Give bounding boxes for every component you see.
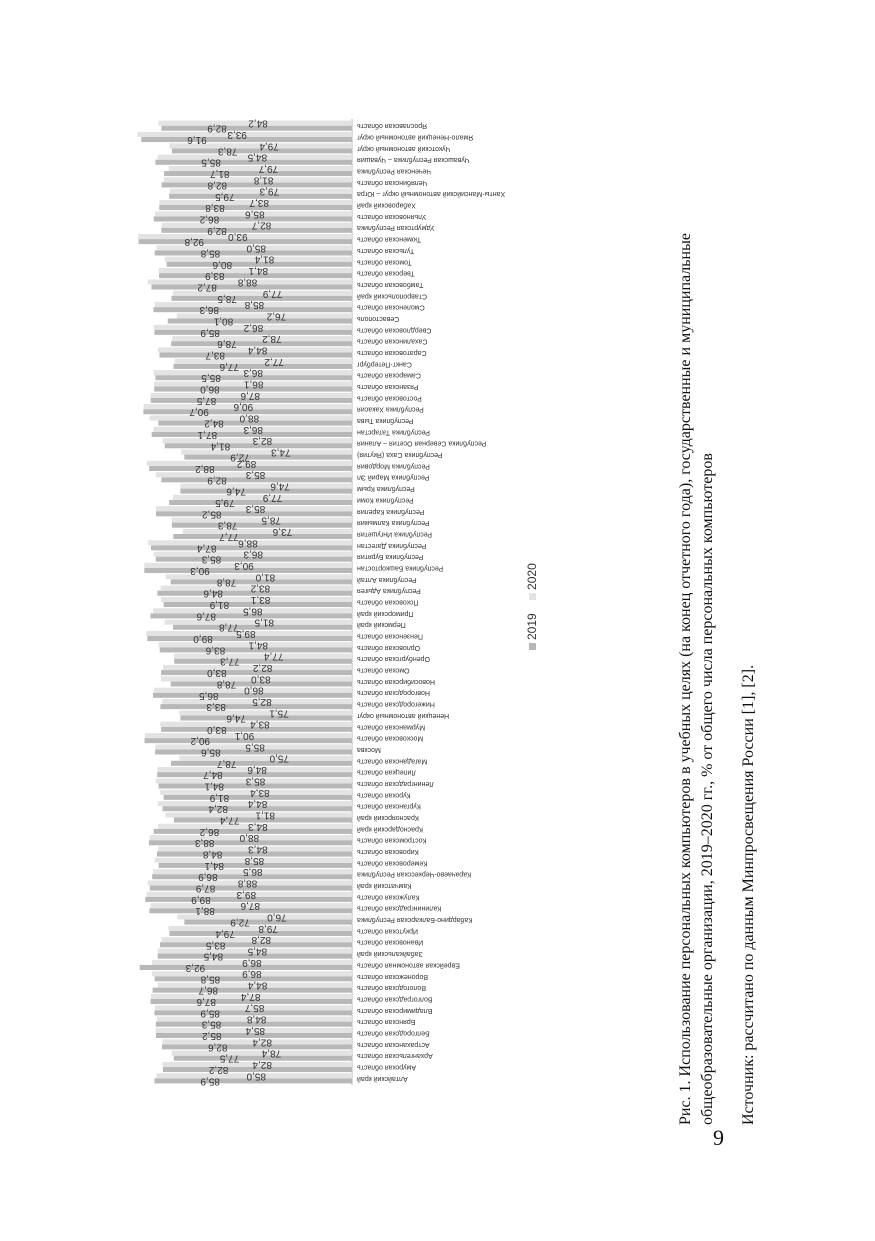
category-label-12: Ивановская область [357, 938, 424, 946]
category-label-84: Ярославская область [357, 122, 428, 130]
category-label-80: Чеченская Республика [357, 167, 431, 175]
category-label-38: Орловская область [357, 643, 421, 651]
value-label-2019-70: 87,2 [197, 281, 217, 293]
value-label-2019-9: 85,8 [200, 973, 221, 985]
value-label-2020-39: 89,5 [236, 627, 256, 639]
category-label-69: Ставропольский край [357, 292, 427, 300]
value-label-2020-2: 78,4 [261, 1047, 282, 1059]
category-label-19: Кемеровская область [357, 859, 428, 867]
figure-source: Источник: рассчитано по данным Минпросвещения России [1], [2]. [740, 664, 757, 1125]
category-label-61: Рязанская область [357, 383, 419, 391]
value-label-2020-45: 90,3 [234, 559, 254, 571]
value-label-2020-41: 86,5 [243, 605, 263, 617]
value-label-2019-63: 77,6 [219, 360, 239, 372]
value-label-2020-27: 84,6 [247, 764, 267, 776]
value-label-2020-18: 86,5 [243, 866, 263, 878]
category-label-5: Брянская область [357, 1018, 416, 1026]
chart-legend [525, 520, 545, 650]
bar-2019-48 [173, 534, 352, 539]
category-label-44: Республика Алтай [357, 575, 417, 583]
value-label-2019-3: 82,6 [208, 1041, 228, 1053]
value-label-2019-29: 85,6 [201, 746, 221, 758]
value-label-2020-61: 86,1 [243, 378, 264, 390]
value-label-2020-17: 88,8 [237, 877, 258, 889]
value-label-2020-69: 77,9 [262, 287, 283, 299]
value-label-2019-84: 82,9 [207, 122, 227, 134]
value-label-2019-22: 86,2 [199, 825, 220, 837]
category-label-53: Республика Марий Эл [357, 473, 430, 481]
value-label-2020-5: 84,8 [246, 1013, 267, 1025]
category-label-64: Саратовская область [357, 348, 427, 356]
value-label-2020-25: 83,4 [250, 786, 270, 798]
category-label-70: Тамбовская область [357, 280, 424, 288]
value-label-2019-0: 85,9 [200, 1075, 220, 1087]
category-label-13: Иркутская область [357, 927, 418, 935]
category-label-54: Республика Мордовия [357, 462, 430, 470]
value-label-2020-10: 86,9 [242, 956, 262, 968]
value-label-2020-63: 77,2 [264, 355, 284, 367]
category-label-3: Астраханская область [357, 1040, 430, 1048]
value-label-2020-52: 74,6 [270, 480, 290, 492]
value-label-2020-83: 93,3 [227, 128, 247, 140]
category-label-62: Самарская область [357, 371, 421, 379]
category-label-46: Республика Бурятия [357, 553, 424, 561]
category-label-82: Чукотский автономный округ [357, 144, 451, 152]
value-label-2020-38: 84,1 [248, 639, 269, 651]
value-label-2019-8: 86,7 [198, 984, 219, 996]
value-label-2020-71: 84,1 [248, 265, 269, 277]
value-label-2019-38: 83,6 [205, 644, 226, 656]
value-label-2020-54: 89,2 [236, 457, 257, 469]
value-label-2020-20: 84,3 [248, 843, 268, 855]
value-label-2019-32: 74,6 [226, 712, 246, 724]
category-label-43: Республика Адыгея [357, 587, 421, 595]
value-label-2019-33: 83,3 [206, 701, 226, 713]
category-label-34: Новгородская область [357, 689, 430, 697]
category-label-25: Курская область [357, 791, 411, 799]
category-label-74: Тюменская область [357, 235, 421, 243]
category-label-73: Тульская область [357, 246, 415, 254]
value-label-2019-14: 72,9 [230, 916, 250, 928]
value-label-2020-16: 89,3 [236, 888, 257, 900]
value-label-2019-19: 84,1 [204, 859, 225, 871]
category-label-17: Камчатский край [357, 882, 412, 890]
category-label-27: Липецкая область [357, 768, 416, 776]
value-label-2020-80: 79,7 [258, 163, 279, 174]
value-label-2019-65: 78,6 [217, 338, 237, 350]
category-label-39: Пензенская область [357, 632, 423, 640]
value-label-2020-62: 86,3 [243, 367, 263, 379]
figure-caption: Рис. 1. Использование персональных компьютеров в учебных целях (на конец отчетного года), государственные и муниципальные общеобразовательные организации, 2019–2020 гг., % от общего числа персональных компьютеров [677, 233, 716, 1125]
category-label-24: Курганская область [357, 802, 421, 810]
value-label-2020-13: 79,8 [258, 922, 278, 934]
value-label-2020-50: 85,3 [245, 503, 266, 515]
value-label-2020-14: 76,0 [267, 911, 287, 923]
value-label-2019-76: 86,2 [199, 213, 220, 225]
category-label-63: Санкт-Петербург [357, 360, 412, 368]
value-label-2019-30: 90,2 [190, 735, 211, 747]
category-label-78: Ханты-Мансийский автономный округ – Югра [357, 190, 506, 198]
value-label-2020-1: 82,4 [252, 1058, 272, 1070]
category-label-77: Хабаровский край [357, 201, 416, 209]
category-label-48: Республика Ингушетия [357, 530, 433, 538]
category-label-59: Республика Хакасия [357, 405, 424, 413]
value-label-2020-3: 82,4 [252, 1036, 272, 1048]
value-label-2019-81: 85,5 [201, 156, 221, 168]
legend-item-2019 [525, 613, 539, 650]
category-label-55: Республика Саха (Якутия) [357, 451, 443, 459]
category-label-22: Краснодарский край [357, 825, 423, 833]
category-label-35: Новосибирская область [357, 677, 435, 685]
value-label-2019-53: 82,9 [207, 474, 227, 486]
category-label-45: Республика Башкортостан [357, 564, 444, 572]
category-label-41: Приморский край [357, 609, 414, 617]
bar-2020-55 [181, 449, 352, 454]
category-label-11: Забайкальский край [357, 950, 423, 958]
value-label-2020-66: 86,2 [243, 321, 264, 333]
category-label-37: Оренбургская область [357, 655, 430, 663]
category-label-14: Кабардино-Балкарская Республика [357, 916, 473, 924]
value-label-2020-21: 88,0 [239, 832, 260, 844]
value-label-2019-82: 78,3 [217, 145, 238, 157]
legend-label-2019: 2019 [525, 613, 539, 640]
value-label-2020-72: 81,4 [254, 253, 275, 265]
value-label-2019-57: 87,1 [197, 428, 218, 440]
value-label-2020-57: 86,3 [243, 423, 263, 435]
value-label-2019-34: 86,5 [199, 689, 219, 701]
value-label-2019-47: 87,4 [196, 542, 217, 554]
category-label-79: Челябинская область [357, 178, 428, 186]
bar-2020-63 [174, 359, 352, 364]
category-label-29: Москва [357, 745, 381, 753]
bar-2020-37 [174, 654, 352, 659]
value-label-2020-56: 82,3 [252, 435, 273, 447]
category-label-49: Республика Калмыкия [357, 519, 430, 527]
value-label-2019-10: 92,3 [185, 961, 206, 973]
value-label-2019-11: 84,5 [203, 950, 224, 962]
value-label-2019-15: 88,1 [195, 905, 215, 917]
category-label-58: Республика Тыва [357, 417, 414, 425]
category-label-40: Пермский край [357, 621, 406, 629]
category-label-71: Тверская область [357, 269, 415, 277]
legend-label-2020: 2020 [525, 563, 539, 590]
value-label-2020-84: 84,2 [248, 117, 268, 129]
value-label-2019-72: 80,6 [212, 258, 233, 270]
value-label-2019-26: 84,1 [204, 780, 225, 792]
category-label-4: Белгородская область [357, 1029, 430, 1037]
value-label-2020-33: 82,5 [252, 696, 272, 708]
value-label-2019-62: 85,5 [201, 372, 221, 384]
value-label-2020-65: 78,2 [262, 333, 282, 345]
value-label-2020-49: 78,5 [261, 514, 281, 526]
value-label-2020-26: 85,3 [245, 775, 266, 787]
category-label-10: Еврейская автономная область [357, 961, 460, 969]
value-label-2019-68: 86,3 [199, 304, 219, 316]
category-label-33: Нижегородская область [357, 700, 435, 708]
category-label-72: Томская область [357, 258, 412, 266]
value-label-2019-61: 86,0 [200, 383, 220, 395]
category-label-9: Воронежская область [357, 972, 428, 980]
category-label-2: Архангельская область [357, 1052, 433, 1060]
category-label-7: Волгоградская область [357, 995, 433, 1003]
bar-2020-51 [173, 495, 352, 500]
value-label-2020-4: 85,4 [245, 1024, 266, 1036]
value-label-2019-67: 80,1 [213, 315, 234, 327]
value-label-2020-76: 85,6 [245, 208, 265, 220]
value-label-2020-37: 77,4 [263, 650, 284, 662]
value-label-2019-13: 79,4 [215, 927, 235, 939]
legend-swatch-2020 [529, 593, 536, 600]
value-label-2019-28: 78,7 [216, 757, 237, 769]
value-label-2020-40: 81,5 [254, 616, 275, 628]
bar-2019-55 [184, 455, 352, 460]
legend-swatch-2019 [529, 643, 536, 650]
value-label-2019-60: 87,5 [196, 394, 217, 406]
bar-2020-48 [183, 529, 352, 534]
value-label-2019-18: 86,9 [198, 871, 218, 883]
category-label-28: Магаданская область [357, 757, 428, 765]
category-label-47: Республика Дагестан [357, 541, 427, 549]
value-label-2019-49: 78,3 [217, 519, 238, 531]
value-label-2019-43: 84,6 [203, 587, 223, 599]
value-label-2020-36: 82,2 [252, 662, 273, 674]
bar-2020-52 [180, 484, 352, 489]
category-label-32: Ненецкий автономный округ [357, 711, 450, 719]
value-label-2020-29: 85,5 [245, 741, 265, 753]
value-label-2019-41: 87,6 [196, 610, 216, 622]
value-label-2019-20: 84,8 [202, 848, 223, 860]
value-label-2019-24: 82,4 [208, 803, 228, 815]
value-label-2020-8: 84,4 [247, 979, 268, 991]
value-label-2019-75: 82,9 [207, 224, 227, 236]
value-label-2019-54: 88,2 [195, 462, 215, 474]
bar-2020-65 [172, 336, 352, 341]
value-label-2019-2: 77,5 [219, 1052, 240, 1064]
category-label-15: Калининградская область [357, 904, 442, 912]
value-label-2020-44: 81,0 [255, 571, 276, 583]
category-label-42: Псковская область [357, 598, 419, 606]
value-label-2019-73: 85,8 [200, 247, 221, 259]
value-label-2019-79: 82,8 [207, 179, 228, 191]
value-label-2019-78: 79,5 [215, 190, 235, 202]
value-label-2020-82: 79,4 [259, 140, 279, 152]
value-label-2020-7: 87,4 [240, 990, 261, 1002]
category-label-8: Вологодская область [357, 984, 426, 992]
value-label-2019-7: 87,6 [196, 995, 216, 1007]
value-label-2020-68: 85,8 [244, 299, 265, 311]
value-label-2019-50: 85,2 [202, 508, 222, 520]
value-label-2020-70: 88,8 [237, 276, 258, 288]
category-label-51: Республика Коми [357, 496, 414, 504]
value-label-2020-59: 90,6 [233, 401, 254, 413]
value-label-2019-45: 90,3 [190, 565, 210, 577]
category-label-67: Севастополь [357, 314, 400, 322]
category-label-75: Удмуртская Республика [357, 224, 435, 232]
value-label-2019-64: 83,7 [205, 349, 225, 361]
value-label-2020-53: 85,3 [245, 469, 266, 481]
value-label-2019-44: 78,8 [216, 576, 237, 588]
value-label-2020-35: 83,0 [251, 673, 271, 685]
value-label-2019-25: 81,9 [209, 791, 230, 803]
value-label-2020-46: 86,3 [243, 548, 263, 560]
category-label-20: Кировская область [357, 848, 419, 856]
value-label-2020-15: 87,6 [240, 900, 260, 912]
value-label-2019-52: 74,6 [226, 485, 246, 497]
category-label-16: Калужская область [357, 893, 420, 901]
category-label-36: Омская область [357, 666, 410, 674]
value-label-2019-21: 88,3 [194, 837, 215, 849]
category-label-65: Сахалинская область [357, 337, 428, 345]
value-label-2019-55: 72,9 [230, 451, 250, 463]
category-label-21: Костромская область [357, 836, 427, 844]
value-label-2019-1: 82,2 [208, 1064, 229, 1076]
value-label-2019-69: 78,5 [217, 292, 237, 304]
value-label-2019-56: 81,4 [210, 440, 231, 452]
category-label-18: Карачаево-Черкесская Республика [357, 870, 472, 878]
bar-2020-32 [179, 710, 352, 715]
value-label-2019-6: 85,9 [200, 1007, 220, 1019]
category-label-83: Ямало-Ненецкий автономный округ [357, 133, 474, 141]
value-label-2020-12: 82,8 [251, 934, 272, 946]
value-label-2019-12: 83,5 [205, 939, 226, 951]
value-label-2020-31: 83,4 [250, 718, 270, 730]
value-label-2019-48: 77,7 [219, 530, 239, 542]
value-label-2020-11: 84,5 [247, 945, 268, 957]
value-label-2020-19: 85,8 [244, 854, 265, 866]
value-label-2020-48: 73,6 [272, 525, 293, 537]
value-label-2019-71: 83,9 [205, 270, 225, 282]
value-label-2020-81: 84,5 [247, 151, 268, 163]
category-label-60: Ростовская область [357, 394, 422, 402]
value-label-2019-74: 92,8 [184, 236, 205, 248]
value-label-2020-30: 90,1 [234, 730, 255, 742]
value-label-2019-59: 90,7 [189, 406, 209, 418]
value-label-2020-22: 84,3 [248, 820, 268, 832]
category-label-23: Красноярский край [357, 813, 419, 821]
value-label-2019-46: 85,3 [201, 553, 222, 565]
value-label-2019-51: 79,5 [215, 496, 235, 508]
value-label-2019-83: 91,6 [187, 134, 207, 146]
value-label-2019-23: 77,4 [219, 814, 240, 826]
value-label-2020-24: 84,4 [247, 798, 268, 810]
value-label-2020-47: 88,6 [238, 537, 258, 549]
value-label-2019-17: 87,9 [195, 882, 216, 894]
value-label-2019-31: 83,0 [207, 723, 227, 735]
category-label-81: Чувашская Республика – Чувашия [357, 156, 470, 164]
category-label-0: Алтайский край [357, 1074, 408, 1082]
value-label-2020-42: 83,1 [250, 593, 271, 605]
category-label-50: Республика Карелия [357, 507, 425, 515]
value-label-2020-58: 88,0 [239, 412, 260, 424]
value-label-2020-78: 79,3 [259, 185, 280, 197]
value-label-2019-27: 84,7 [203, 769, 223, 781]
value-label-2020-0: 85,0 [246, 1070, 266, 1082]
category-label-30: Московская область [357, 734, 424, 742]
value-label-2020-28: 75,0 [269, 752, 289, 764]
legend-item-2020 [525, 563, 539, 600]
value-label-2020-77: 83,7 [249, 197, 269, 209]
value-label-2019-39: 89,0 [193, 633, 213, 645]
category-label-68: Смоленская область [357, 303, 425, 311]
category-label-76: Ульяновская область [357, 212, 427, 220]
category-label-57: Республика Татарстан [357, 428, 430, 436]
value-label-2019-35: 78,8 [216, 678, 237, 690]
category-label-56: Республика Северная Осетия – Алания [357, 439, 487, 447]
value-label-2019-40: 77,8 [219, 621, 239, 633]
value-label-2020-23: 81,1 [255, 809, 275, 821]
value-label-2020-73: 85,0 [246, 242, 266, 254]
value-label-2020-67: 76,2 [266, 310, 287, 322]
value-label-2019-5: 85,3 [201, 1018, 222, 1030]
page-number: 9 [713, 1125, 724, 1150]
value-label-2020-79: 81,8 [253, 174, 274, 186]
value-label-2019-66: 85,9 [200, 326, 220, 338]
value-label-2019-58: 84,2 [204, 417, 224, 429]
value-label-2020-34: 86,0 [244, 684, 264, 696]
category-label-52: Республика Крым [357, 485, 415, 493]
value-label-2019-37: 77,3 [220, 655, 240, 667]
value-label-2020-6: 85,7 [244, 1002, 265, 1014]
value-label-2019-36: 83,0 [207, 667, 227, 679]
category-label-6: Владимирская область [357, 1006, 433, 1014]
value-label-2020-74: 93,0 [228, 231, 248, 243]
value-label-2020-55: 74,3 [271, 446, 291, 458]
value-label-2020-43: 83,2 [250, 582, 271, 594]
category-label-31: Мурманская область [357, 723, 426, 731]
value-label-2020-60: 87,6 [240, 389, 260, 401]
category-label-1: Амурская область [357, 1063, 417, 1071]
value-label-2020-9: 86,9 [242, 968, 262, 980]
value-label-2020-64: 84,4 [247, 344, 268, 356]
value-label-2020-32: 75,1 [269, 707, 289, 719]
value-label-2019-42: 81,9 [209, 599, 230, 611]
value-label-2020-51: 77,9 [262, 491, 283, 503]
value-label-2019-77: 83,8 [205, 202, 225, 214]
value-label-2019-4: 85,2 [202, 1030, 222, 1041]
value-label-2019-80: 81,7 [210, 168, 230, 180]
value-label-2020-75: 82,7 [251, 219, 272, 231]
category-label-26: Ленинградская область [357, 779, 434, 787]
category-label-66: Свердловская область [357, 326, 432, 334]
value-label-2019-16: 89,9 [191, 893, 211, 905]
